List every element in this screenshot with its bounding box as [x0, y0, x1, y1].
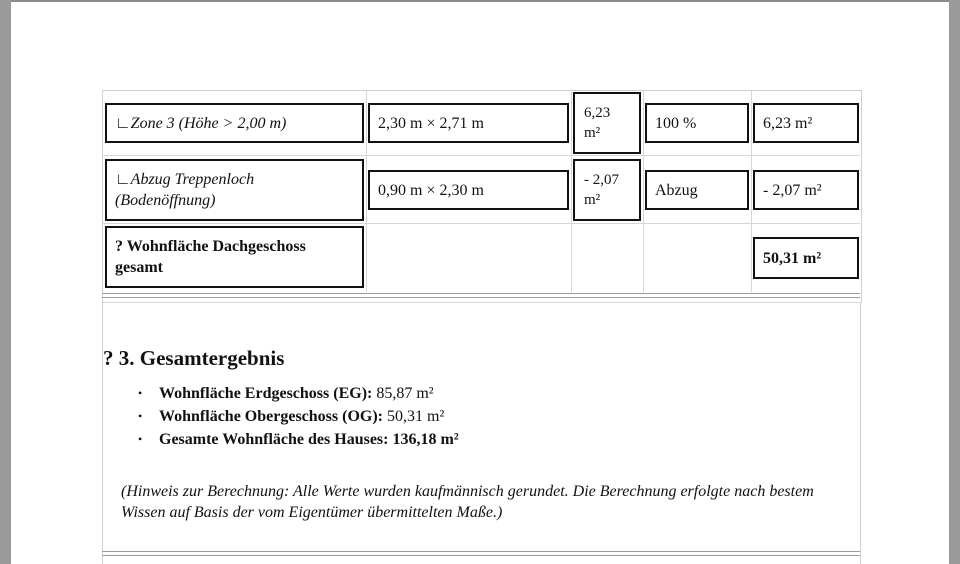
section-bottom-rule — [102, 555, 860, 556]
result-label: Wohnfläche Erdgeschoss (EG): — [159, 385, 373, 402]
list-item — [138, 405, 459, 428]
list-item — [138, 428, 459, 451]
table-cell-dimensions: 0,90 m × 2,30 m — [368, 170, 569, 210]
table-row-divider — [102, 223, 860, 224]
left-margin — [0, 0, 11, 564]
result-value: 85,87 m² — [372, 385, 434, 402]
table-cell-result: 6,23 m² — [753, 103, 859, 143]
table-col-divider — [366, 90, 367, 292]
table-cell-factor: Abzug — [645, 170, 749, 210]
table-cell-factor: 100 % — [645, 103, 749, 143]
right-margin — [949, 0, 960, 564]
list-item — [138, 382, 459, 405]
table-total-label: ? Wohnfläche Dachgeschoss gesamt — [105, 226, 364, 288]
table-cell-label: ∟Abzug Treppenloch (Bodenöffnung) — [105, 159, 364, 221]
results-list — [138, 382, 459, 451]
result-label: Gesamte Wohnfläche des Hauses: 136,18 m² — [159, 431, 459, 448]
result-label: Wohnfläche Obergeschoss (OG): — [159, 408, 383, 425]
table-bottom-rule — [102, 297, 860, 298]
section-right-border — [860, 302, 861, 564]
result-value: 50,31 m² — [383, 408, 445, 425]
section-bottom-rule — [102, 551, 860, 552]
table-bottom-rule — [102, 302, 860, 303]
table-cell-area: - 2,07 m² — [573, 159, 641, 221]
table-col-divider — [751, 90, 752, 292]
section-heading: ? 3. Gesamtergebnis — [103, 346, 285, 370]
table-cell-result: - 2,07 m² — [753, 170, 859, 210]
table-total-result: 50,31 m² — [753, 237, 859, 279]
table-cell-label: ∟Zone 3 (Höhe > 2,00 m) — [105, 103, 364, 143]
table-bottom-rule — [102, 293, 860, 294]
section-left-border — [102, 302, 103, 564]
table-col-divider — [643, 90, 644, 292]
table-cell-dimensions: 2,30 m × 2,71 m — [368, 103, 569, 143]
table-row-divider — [102, 155, 860, 156]
table-col-divider — [571, 90, 572, 292]
calculation-note: (Hinweis zur Berechnung: Alle Werte wurden kaufmännisch gerundet. Die Berechnung erfolgte nach bestem Wissen auf Basis der vom Eigentümer übermittelten Maße.) — [121, 483, 814, 521]
table-cell-area: 6,23 m² — [573, 92, 641, 154]
